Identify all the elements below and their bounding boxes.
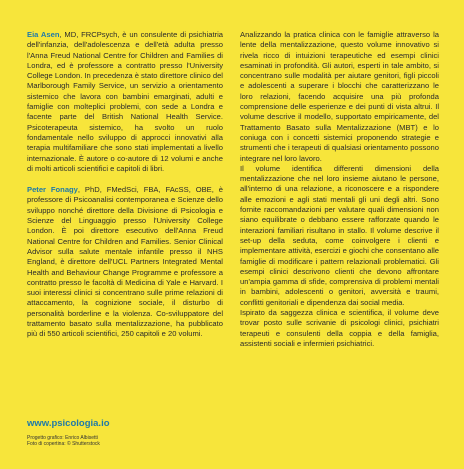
credit-photo: Foto di copertina: © Shutterstock: [27, 441, 100, 448]
description-paragraph: Ispirato da saggezza clinica e scientifica, il volume deve trovar posto sulle scrivanie di psicologi clinici, psichiatri terapeuti e consulenti della coppia e della famiglia, assistenti sociali e infermieri psichiatrici.: [240, 308, 439, 348]
publisher-website-link[interactable]: www.psicologia.io: [27, 418, 110, 429]
credits: [27, 435, 100, 448]
author-bio-asen: [27, 30, 223, 174]
description-paragraph: Il volume identifica differenti dimensioni della mentalizzazione che nel loro insieme aiutano le persone, all'interno di una relazione, a riconoscere e a rispondere alle emozioni e agli stati mentali gli uni degli altri. Sono fornite raccomandazioni per valutare quali dimensioni non siano equilibrate o debbano essere rafforzate quando le interazioni familiari risultano in stallo. Il volume descrive il set-up della seduta, come coinvolgere i clienti e implementare attività, esercizi e giochi che consentano alle famiglie di modificare i pattern relazionali problematici. Gli esempi clinici descrivono clienti che devono affrontare un'ampia gamma di sfide, comprensiva di problemi mentali in bambini, adolescenti o genitori, avversità e traumi, conflitti genitoriali e dipendenza dai social media.: [240, 163, 439, 307]
description-paragraph: Analizzando la pratica clinica con le famiglie attraverso la lente della mentalizzazione, questo volume innovativo si rivela ricco di intuizioni terapeutiche ed esempi clinici esaminati in profondità. Gli autori, esperti in tale ambito, si concentrano sulle modalità per aiutare genitori, figli piccoli e adolescenti a superare i blocchi che caratterizzano le loro relazioni, facendo acquisire una più profonda comprensione delle esperienze e dei punti di vista altrui. Il volume descrive il modello, supportato empiricamente, del Trattamento Basato sulla Mentalizzazione (MBT) e lo coniuga con i concetti sistemici proponendo strategie e strumenti che i terapeuti di qualsiasi orientamento possono integrare nel loro lavoro.: [240, 30, 439, 163]
book-description: [240, 30, 439, 349]
author-bios: [27, 30, 223, 340]
author-name-fonagy: Peter Fonagy: [27, 185, 78, 195]
credit-design: Progetto grafico: Enrico Albisetti: [27, 435, 98, 441]
author-bio-text-asen: , MD, FRCPsych, è un consulente di psichiatria dell'infanzia, dell'adolescenza e dell'età adulta presso l'Anna Freud National Centre for Children and Families di Londra, ed è professore a contratto presso l'University College London. In precedenza è stato direttore clinico del Marlborough Family Service, un servizio a orientamento sistemico che lavora con bambini emarginati, adulti e famiglie con molteplici problemi, con sede a Londra e facente parte del British National Health Service. Psicoterapeuta sistemico, ha svolto un ruolo fondamentale nello sviluppo di approcci innovativi alla terapia multifamiliare che sono stati implementati a livello internazionale. È autore o co-autore di 12 volumi e anche di molti articoli scientifici e capitoli di libri.: [27, 30, 223, 173]
author-name-asen: Eia Asen: [27, 30, 60, 39]
author-bio-text-fonagy: , PhD, FMedSci, FBA, FAcSS, OBE, è professore di Psicoanalisi contemporanea e Scienze dello sviluppo nonché direttore della Divisione di Psicologia e Scienze del Linguaggio presso l'University College London. È poi direttore esecutivo dell'Anna Freud National Centre for Children and Families. Senior Clinical Advisor sulla salute mentale infantile presso il NHS England, è direttore dell'UCL Partners Integrated Mental Health and Behaviour Change Programme e professore a contratto presso le facoltà di Medicina di Yale e Harvard. I suoi interessi clinici si concentrano sulle prime relazioni di attaccamento, la cognizione sociale, il disturbo di personalità borderline e la violenza. Co-sviluppatore del trattamento basato sulla mentalizzazione, ha pubblicato più di 550 articoli scientifici, 250 capitoli e 20 volumi.: [27, 185, 223, 339]
author-bio-fonagy: [27, 185, 223, 339]
